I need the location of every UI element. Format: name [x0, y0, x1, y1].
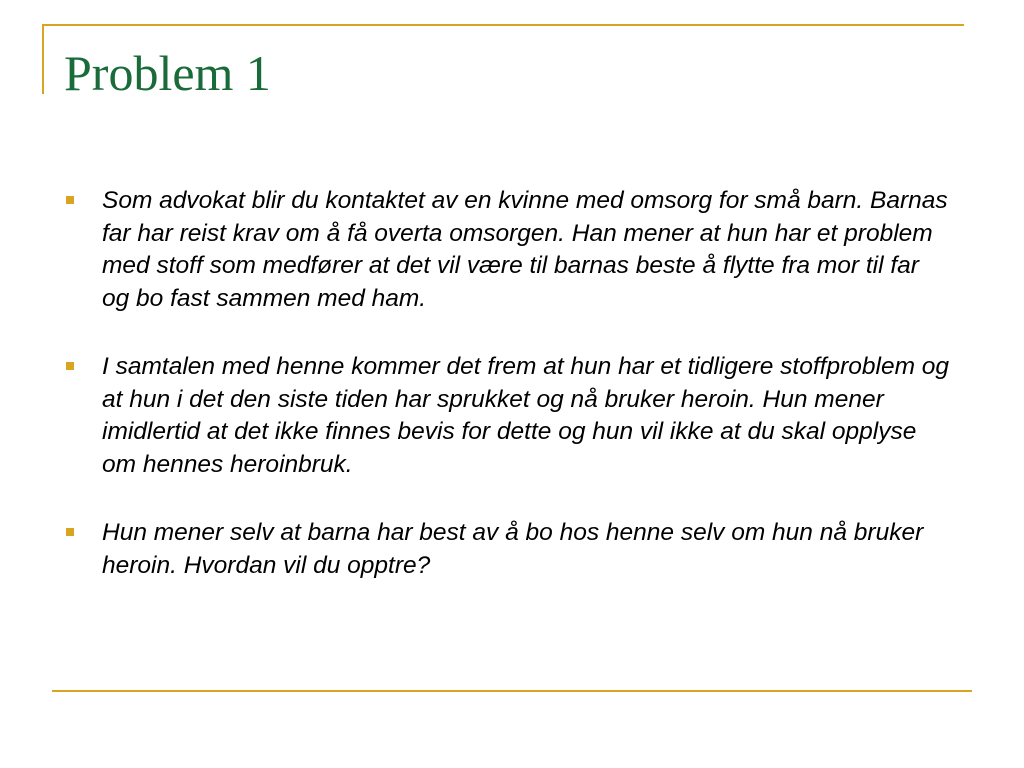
- square-bullet-icon: [66, 196, 74, 204]
- bullet-text: I samtalen med henne kommer det frem at hun har et tidligere stoffproblem og at hun i det den siste tiden har sprukket og nå bruker heroin. Hun mener imidlertid at det ikke finnes bevis for dette og hun vil ikke at du skal opplyse om hennes heroinbruk.: [102, 353, 950, 478]
- top-rule: [42, 24, 964, 26]
- left-rule: [42, 24, 44, 94]
- bullet-text: Hun mener selv at barna har best av å bo hos henne selv om hun nå bruker heroin. Hvordan vil du opptre?: [102, 519, 924, 579]
- bullet-item: [0, 517, 950, 582]
- bullet-item: [0, 351, 950, 481]
- slide-title: Problem 1: [64, 45, 271, 101]
- square-bullet-icon: [66, 362, 74, 370]
- bullet-text: Som advokat blir du kontaktet av en kvinne med omsorg for små barn. Barnas far har reist krav om å få overta omsorgen. Han mener at hun har et problem med stoff som medfører at det vil være til barnas beste å flytte fra mor til far og bo fast sammen med ham.: [102, 187, 948, 312]
- square-bullet-icon: [66, 528, 74, 536]
- bullet-list: [0, 185, 1024, 618]
- bottom-rule: [52, 690, 972, 692]
- bullet-item: [0, 185, 950, 315]
